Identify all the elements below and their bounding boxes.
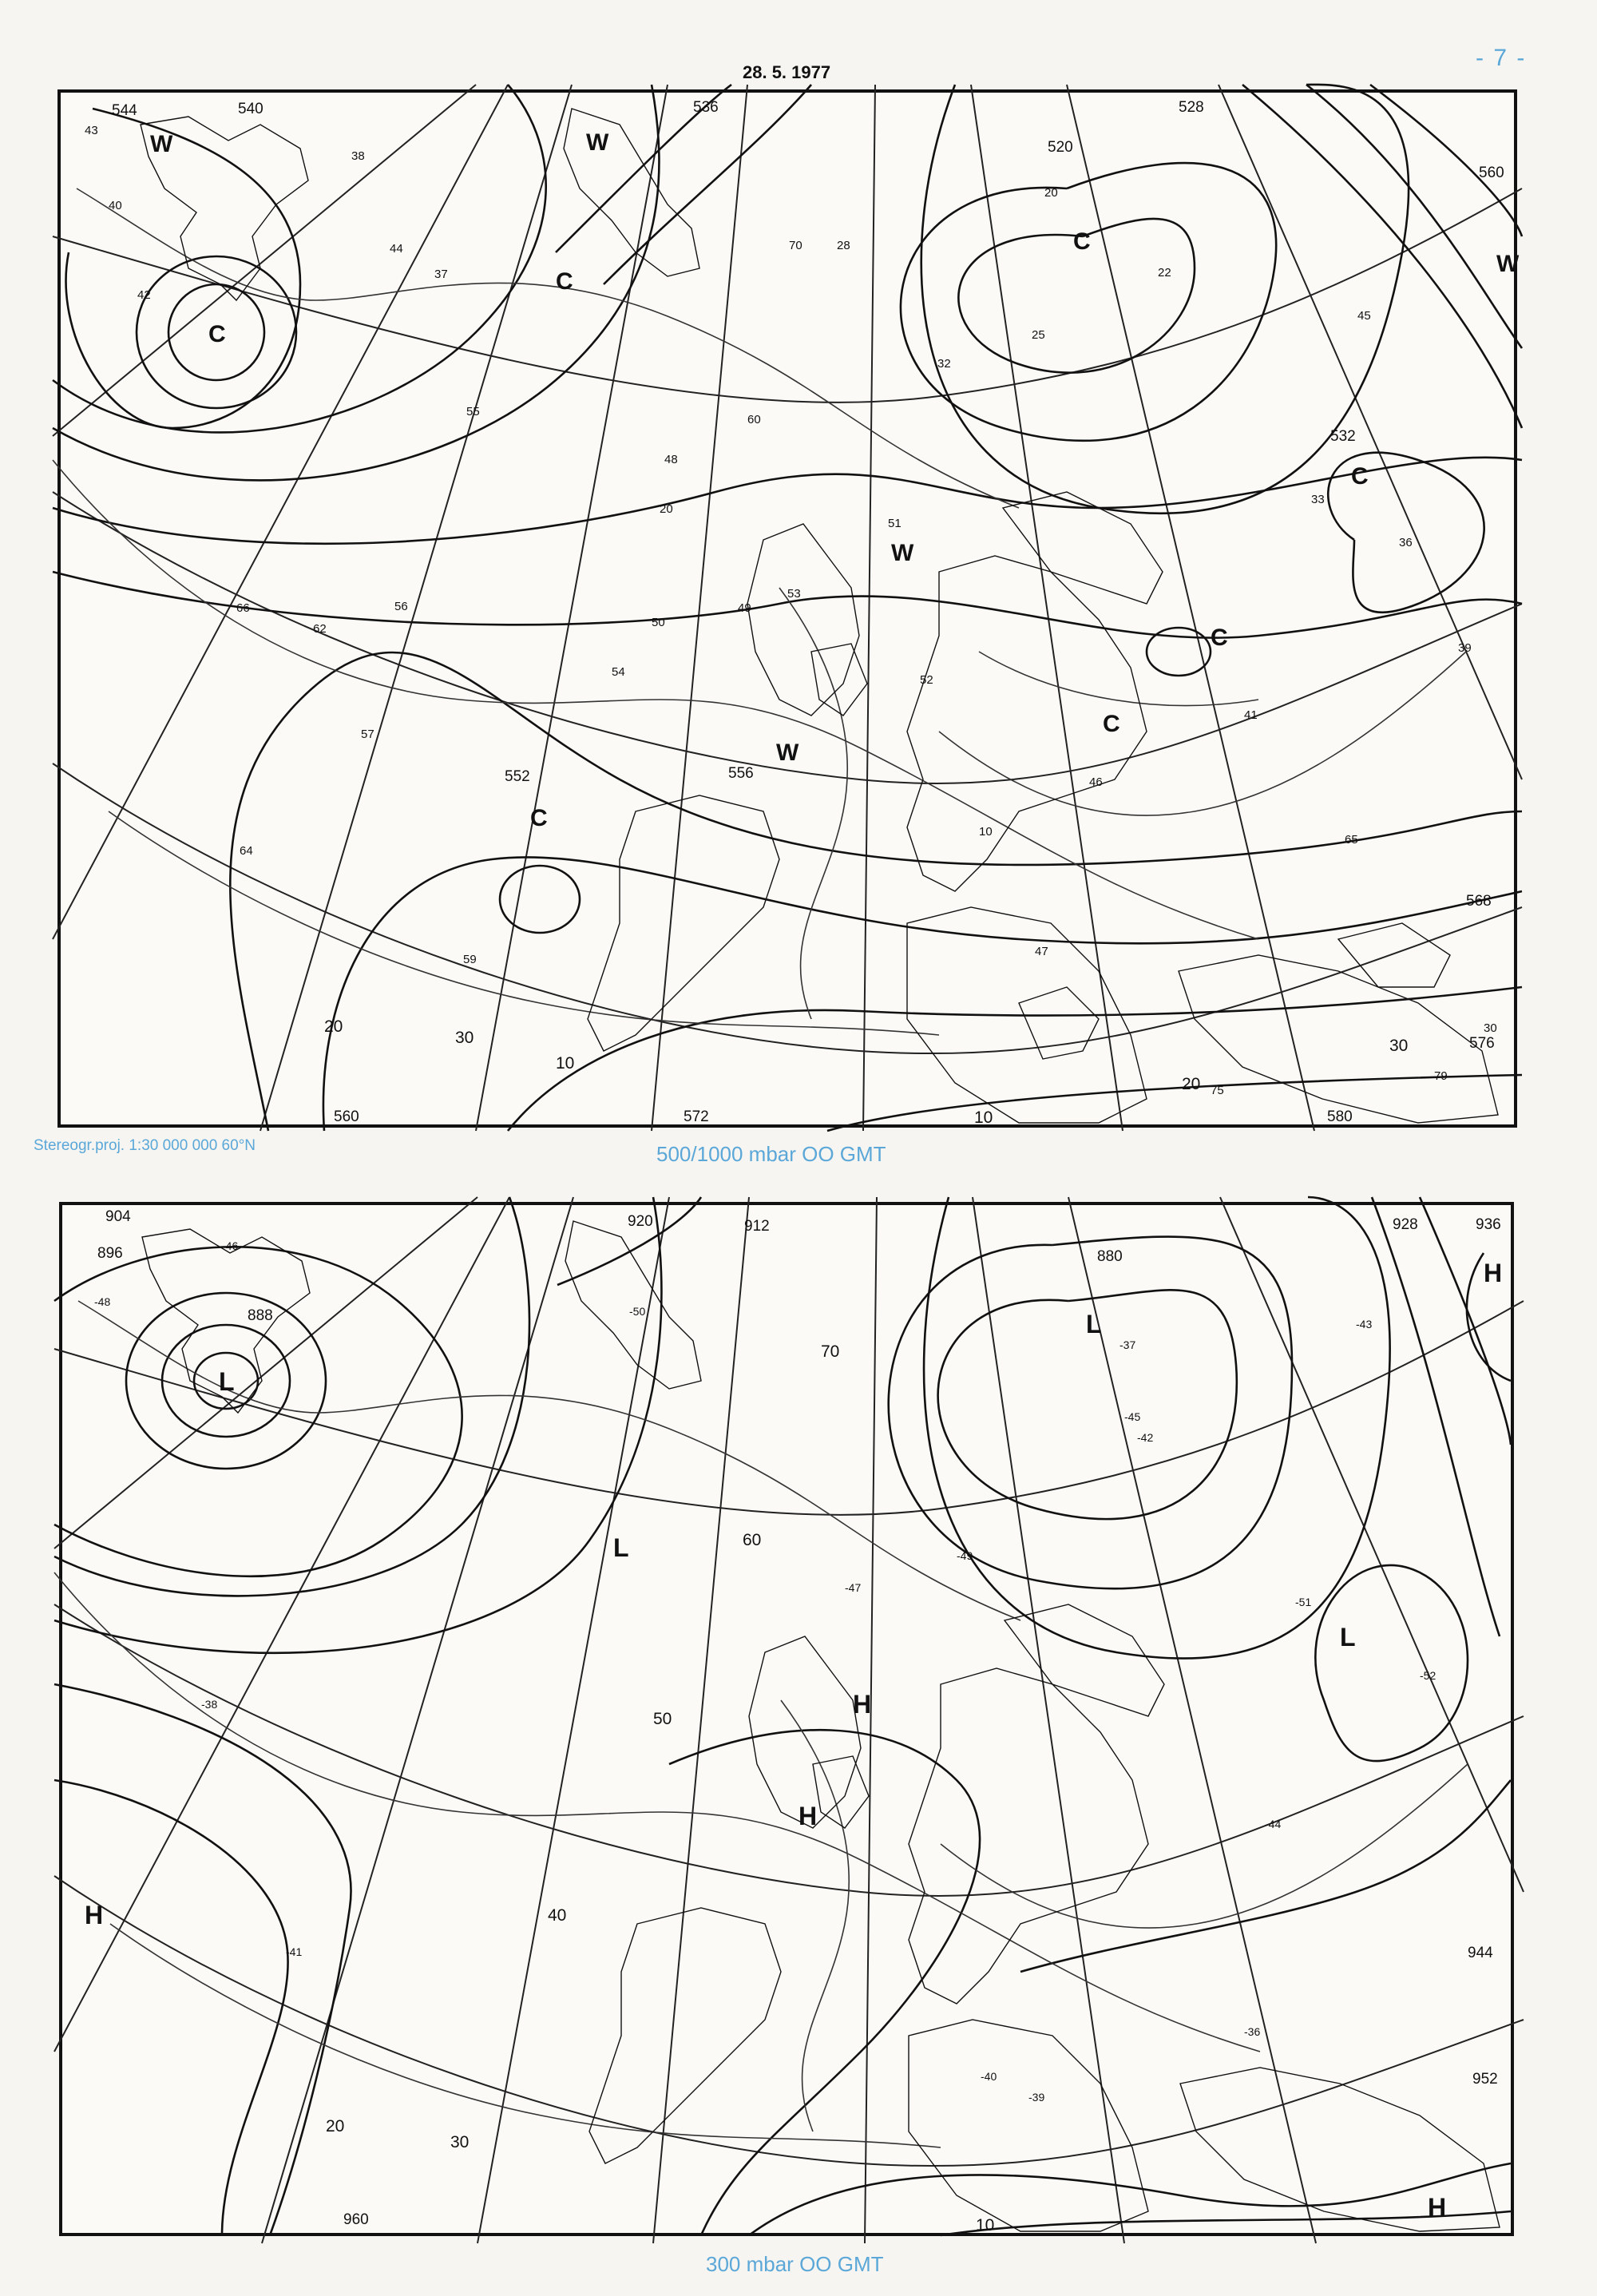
top-station-label: 62 [313,622,327,636]
page-number: - 7 - [1476,45,1527,71]
top-contour-label: 580 [1327,1108,1353,1125]
top-station-label: 20 [1044,186,1058,200]
map-300mbar-canvas [62,1205,1511,2233]
bottom-station-label: -50 [629,1305,646,1318]
bottom-center-symbol: L [219,1367,235,1396]
top-station-label: 65 [1345,833,1358,847]
top-station-label: 30 [1484,1021,1497,1035]
top-station-label: 40 [109,199,122,212]
top-graticule-label: 20 [1182,1075,1201,1093]
bottom-station-label: -46 [222,1239,239,1252]
bottom-station-label: -36 [1244,2025,1261,2038]
top-graticule-label: 30 [455,1029,474,1047]
bottom-contour-label: 944 [1468,1945,1493,1961]
bottom-station-label: -47 [845,1581,862,1594]
top-station-label: 45 [1357,309,1371,323]
map-500-1000mbar [57,89,1520,1128]
top-center-symbol: C [208,321,226,347]
top-contour-label: 560 [334,1108,359,1125]
top-station-label: 32 [937,357,951,371]
top-contour-label: 560 [1479,165,1504,181]
bottom-station-label: -37 [1119,1338,1136,1351]
top-station-label: 37 [434,268,448,281]
top-station-label: 39 [1458,641,1472,655]
projection-label: Stereogr.proj. 1:30 000 000 60°N [34,1137,256,1154]
top-station-label: 20 [660,502,673,516]
top-contour-label: 576 [1469,1035,1495,1052]
top-station-label: 54 [612,665,625,679]
bottom-contour-label: 912 [744,1218,770,1235]
bottom-isotach-label: 30 [450,2133,470,2151]
bottom-station-label: -48 [94,1295,111,1308]
top-center-symbol: W [150,131,173,157]
top-center-symbol: W [891,540,914,566]
top-contour-label: 528 [1179,99,1204,116]
top-contour-label: 540 [238,101,264,117]
top-station-label: 46 [1089,775,1103,789]
top-graticule-label: 10 [556,1054,575,1073]
bottom-center-symbol: L [1086,1310,1102,1338]
top-station-label: 75 [1211,1084,1224,1097]
top-station-label: 50 [652,616,665,629]
bottom-station-label: -43 [1356,1318,1373,1330]
bottom-map-caption: 300 mbar OO GMT [706,2252,884,2276]
bottom-isotach-label: 60 [743,1531,762,1549]
top-center-symbol: C [556,268,573,295]
bottom-station-label: -52 [1420,1669,1437,1682]
top-center-symbol: W [1496,251,1520,277]
top-station-label: 42 [137,288,151,302]
top-center-symbol: W [586,129,609,156]
bottom-center-symbol: H [798,1802,818,1830]
top-station-label: 70 [789,239,802,252]
bottom-contour-label: 928 [1393,1216,1418,1233]
top-station-label: 64 [240,844,253,858]
top-center-symbol: C [1211,625,1228,651]
top-station-label: 33 [1311,493,1325,506]
top-station-label: 25 [1032,328,1045,342]
top-contour-label: 544 [112,102,137,119]
bottom-contour-label: 896 [97,1245,123,1262]
top-map-caption: 500/1000 mbar OO GMT [656,1142,886,1166]
bottom-station-label: -49 [957,1549,973,1562]
bottom-center-symbol: H [1428,2193,1447,2222]
top-graticule-label: 30 [1389,1037,1409,1055]
top-center-symbol: C [1351,463,1369,490]
bottom-isotach-label: 20 [326,2117,345,2135]
top-station-label: 10 [979,825,993,839]
top-station-label: 41 [1244,708,1258,722]
bottom-station-label: -51 [1295,1596,1312,1608]
bottom-contour-label: 936 [1476,1216,1501,1233]
date-label: 28. 5. 1977 [743,62,831,82]
top-station-label: 79 [1434,1069,1448,1083]
bottom-station-label: -39 [1028,2091,1045,2104]
top-contour-label: 536 [693,99,719,116]
top-center-symbol: C [1103,711,1120,737]
bottom-contour-label: 904 [105,1208,131,1225]
top-station-label: 44 [390,242,403,256]
top-station-label: 43 [85,124,98,137]
bottom-isotach-label: 40 [548,1906,567,1925]
bottom-contour-label: 888 [248,1307,273,1324]
top-station-label: 53 [787,587,801,601]
top-station-label: 60 [747,413,761,426]
map-500-1000mbar-canvas [61,93,1520,1127]
bottom-contour-label: 920 [628,1213,653,1230]
bottom-isotach-label: 50 [653,1710,672,1728]
bottom-isotach-label: 70 [821,1342,840,1361]
bottom-isotach-label: 10 [976,2216,995,2235]
bottom-station-label: -38 [201,1698,218,1711]
top-graticule-label: 10 [974,1108,993,1127]
top-station-label: 48 [664,453,678,466]
map-300mbar [59,1202,1514,2236]
top-station-label: 57 [361,728,374,741]
top-station-label: 66 [236,601,250,615]
bottom-center-symbol: H [853,1690,872,1719]
top-station-label: 52 [920,673,933,687]
top-station-label: 51 [888,517,902,530]
top-station-label: 55 [466,405,480,418]
top-station-label: 56 [394,600,408,613]
bottom-center-symbol: L [613,1533,629,1562]
top-graticule-label: 20 [324,1017,343,1036]
top-station-label: 36 [1399,536,1413,549]
top-station-label: 22 [1158,266,1171,280]
bottom-station-label: -40 [981,2070,997,2083]
top-center-symbol: W [776,740,799,766]
top-station-label: 49 [738,601,751,615]
bottom-contour-label: 880 [1097,1248,1123,1265]
top-station-label: 28 [837,239,850,252]
bottom-center-symbol: H [1484,1259,1503,1287]
top-station-label: 38 [351,149,365,163]
top-contour-label: 568 [1466,893,1492,910]
top-contour-label: 552 [505,768,530,785]
top-center-symbol: C [1073,228,1091,255]
bottom-center-symbol: H [85,1901,104,1929]
top-station-label: 59 [463,953,477,966]
bottom-center-symbol: L [1340,1623,1356,1652]
bottom-contour-label: 952 [1472,2071,1498,2088]
bottom-station-label: -44 [1265,1818,1282,1830]
top-contour-label: 556 [728,765,754,782]
bottom-station-label: -45 [1124,1410,1141,1423]
top-center-symbol: C [530,805,548,831]
top-contour-label: 520 [1048,139,1073,156]
top-contour-label: 572 [684,1108,709,1125]
bottom-station-label: -42 [1137,1431,1154,1444]
bottom-station-label: -41 [286,1945,303,1958]
top-contour-label: 532 [1330,428,1356,445]
bottom-contour-label: 960 [343,2211,369,2228]
top-station-label: 47 [1035,945,1048,958]
